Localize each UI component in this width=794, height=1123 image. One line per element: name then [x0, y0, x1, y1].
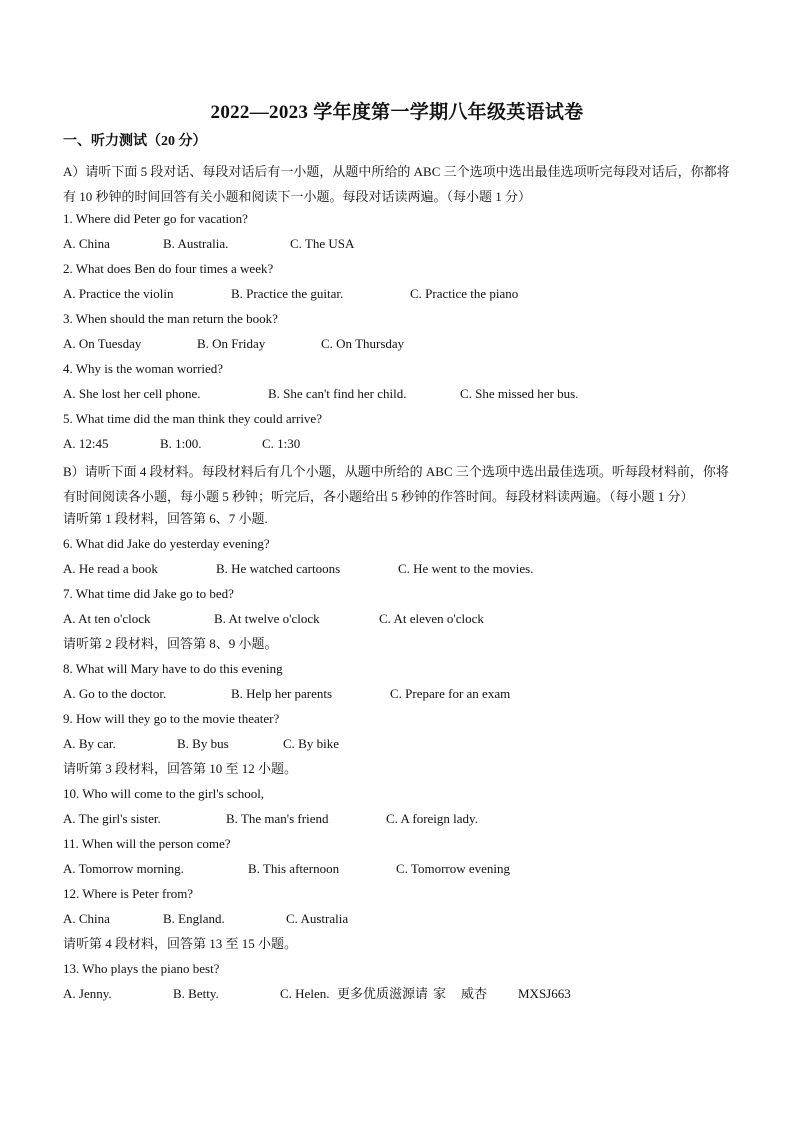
- option: C. A foreign lady.: [386, 811, 478, 826]
- option: A. He read a book: [63, 561, 158, 576]
- question-3: 3. When should the man return the book?: [63, 311, 278, 326]
- option: A. Practice the violin: [63, 286, 174, 301]
- option: B. At twelve o'clock: [214, 611, 320, 626]
- options-2: [63, 284, 733, 309]
- option: B. Betty.: [173, 986, 219, 1001]
- page-title: 2022—2023 学年度第一学期八年级英语试卷: [210, 102, 584, 123]
- option: B. Help her parents: [231, 686, 333, 701]
- question-13: 13. Who plays the piano best?: [63, 961, 220, 976]
- listen-instruction-3: 请听第 3 段材料，回答第 10 至 12 小题。: [63, 761, 298, 776]
- option: B. This afternoon: [248, 861, 340, 876]
- listen-instruction-2: 请听第 2 段材料，回答第 8、9 小题。: [63, 636, 278, 651]
- option: C. Helen.: [280, 986, 330, 1001]
- option: A. At ten o'clock: [63, 611, 151, 626]
- option: B. By bus: [177, 736, 229, 751]
- listen-instruction-1: 请听第 1 段材料，回答第 6、7 小题.: [63, 511, 268, 526]
- footer-note: 家: [433, 986, 447, 1001]
- options-7: [63, 609, 733, 634]
- listen-instruction-4: 请听第 4 段材料，回答第 13 至 15 小题。: [63, 936, 298, 951]
- options-5: [63, 434, 733, 459]
- footer-note: 更多优质滋源请: [337, 986, 429, 1001]
- option: C. He went to the movies.: [398, 561, 534, 576]
- options-6: [63, 559, 733, 584]
- option: C. At eleven o'clock: [379, 611, 484, 626]
- option: B. He watched cartoons: [216, 561, 341, 576]
- option: A. Jenny.: [63, 986, 112, 1001]
- options-9: [63, 734, 733, 759]
- option: C. She missed her bus.: [460, 386, 579, 401]
- options-3: [63, 334, 733, 359]
- option: C. By bike: [283, 736, 339, 751]
- question-8: 8. What will Mary have to do this evening: [63, 661, 283, 676]
- footer-note: 威杏: [461, 986, 488, 1001]
- footer-code: MXSJ663: [518, 986, 571, 1001]
- option: C. Practice the piano: [410, 286, 519, 301]
- option: A. Tomorrow morning.: [63, 861, 184, 876]
- options-12: [63, 909, 733, 934]
- question-1: 1. Where did Peter go for vacation?: [63, 211, 248, 226]
- section-heading: 一、听力测试（20 分）: [63, 134, 207, 149]
- option: C. The USA: [290, 236, 355, 251]
- option: A. On Tuesday: [63, 336, 142, 351]
- options-10: [63, 809, 733, 834]
- part-a-instructions: A）请听下面 5 段对话、每段对话后有一小题，从题中所给的 ABC 三个选项中选出最佳选项听完每段对话后，你都将有 10 秒钟的时间回答有关小题和阅读下一小题。每段对话读两遍。（每小题 1 分）: [63, 164, 730, 204]
- option: A. 12:45: [63, 436, 109, 451]
- options-1: [63, 234, 733, 259]
- exam-content: [63, 132, 733, 1009]
- option: B. Australia.: [163, 236, 229, 251]
- option: A. The girl's sister.: [63, 811, 161, 826]
- question-10: 10. Who will come to the girl's school,: [63, 786, 265, 801]
- option: B. 1:00.: [160, 436, 202, 451]
- option: B. On Friday: [197, 336, 266, 351]
- options-4: [63, 384, 733, 409]
- option: C. Tomorrow evening: [396, 861, 511, 876]
- option: B. The man's friend: [226, 811, 329, 826]
- options-13: [63, 984, 733, 1009]
- option: C. 1:30: [262, 436, 301, 451]
- option: A. China: [63, 911, 110, 926]
- option: A. By car.: [63, 736, 116, 751]
- part-b-instructions: B）请听下面 4 段材料。每段材料后有几个小题，从题中所给的 ABC 三个选项中选出最佳选项。听每段材料前，你将有时间阅读各小题，每小题 5 秒钟；听完后，各小题给出 5 秒钟的作答时间。每段材料读两遍。（每小题 1 分）: [63, 464, 729, 504]
- question-5: 5. What time did the man think they could arrive?: [63, 411, 322, 426]
- option: B. She can't find her child.: [268, 386, 407, 401]
- option: A. China: [63, 236, 110, 251]
- question-9: 9. How will they go to the movie theater?: [63, 711, 280, 726]
- question-6: 6. What did Jake do yesterday evening?: [63, 536, 270, 551]
- question-4: 4. Why is the woman worried?: [63, 361, 224, 376]
- option: B. Practice the guitar.: [231, 286, 344, 301]
- options-11: [63, 859, 733, 884]
- question-11: 11. When will the person come?: [63, 836, 231, 851]
- question-12: 12. Where is Peter from?: [63, 886, 194, 901]
- option: A. Go to the doctor.: [63, 686, 167, 701]
- question-2: 2. What does Ben do four times a week?: [63, 261, 274, 276]
- question-7: 7. What time did Jake go to bed?: [63, 586, 234, 601]
- option: B. England.: [163, 911, 225, 926]
- option: C. Prepare for an exam: [390, 686, 511, 701]
- option: C. Australia: [286, 911, 349, 926]
- option: A. She lost her cell phone.: [63, 386, 201, 401]
- options-8: [63, 684, 733, 709]
- option: C. On Thursday: [321, 336, 405, 351]
